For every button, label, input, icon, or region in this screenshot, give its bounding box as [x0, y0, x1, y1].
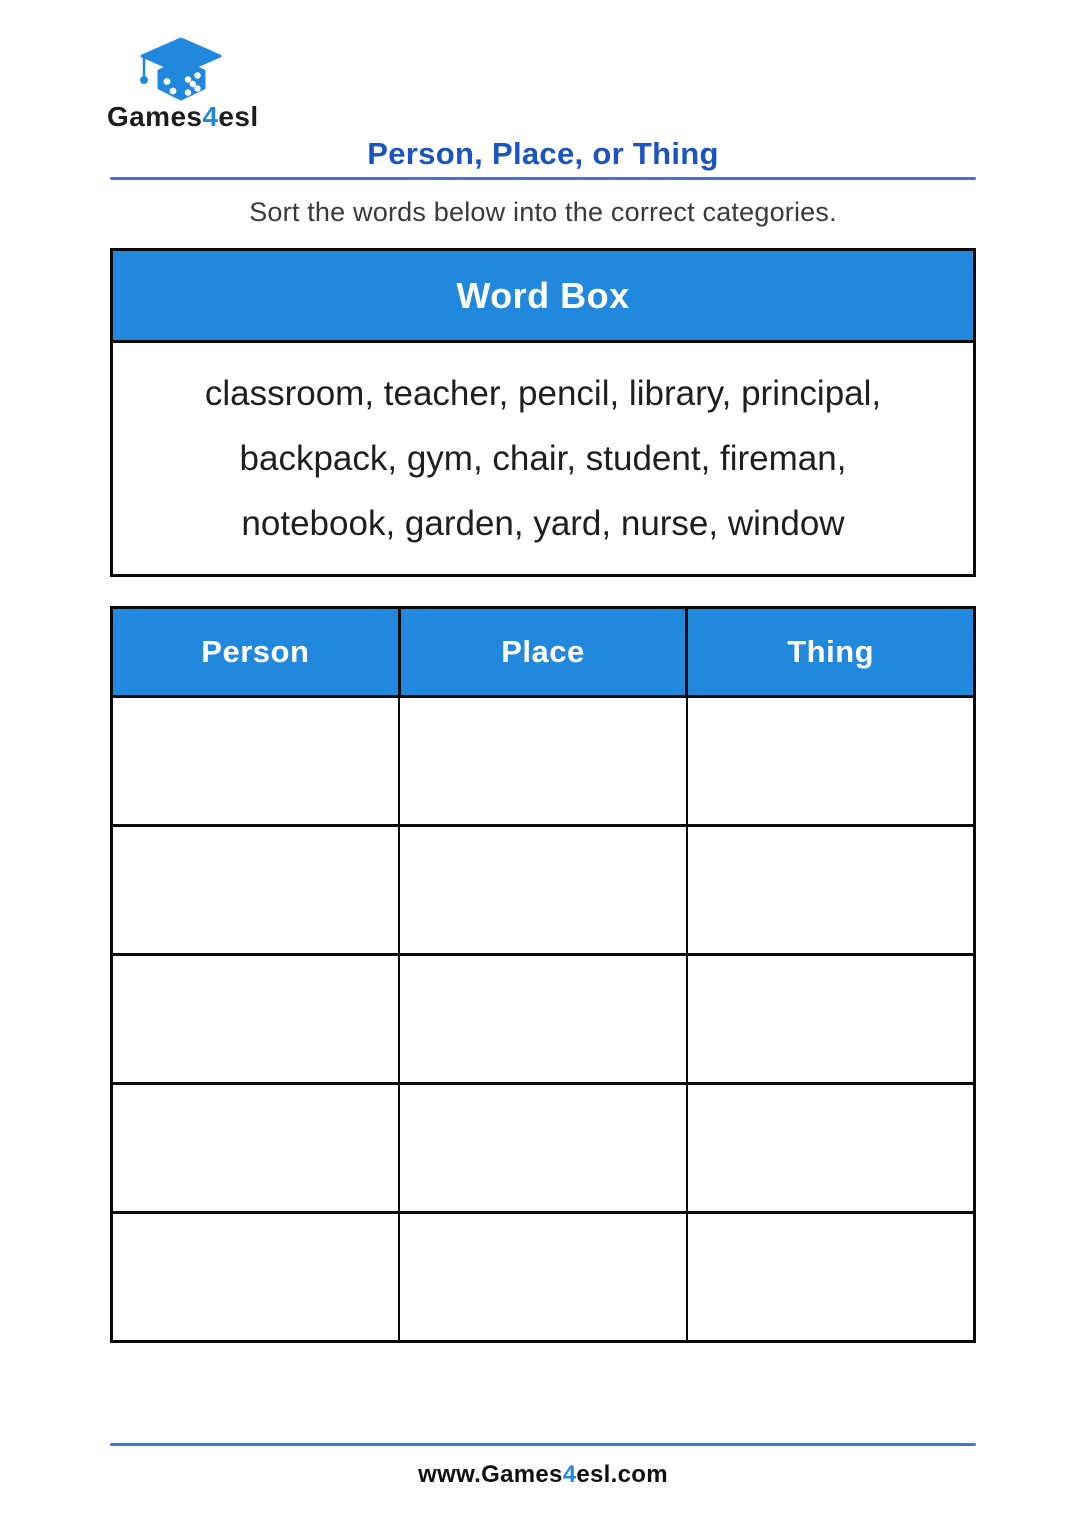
footer-url: [0, 1461, 1086, 1489]
title-divider: [110, 177, 976, 180]
logo-text-accent: 4: [202, 101, 219, 132]
answer-cell-person: [113, 827, 398, 953]
answer-cell-person: [113, 1085, 398, 1211]
word-box: [110, 248, 976, 577]
footer-url-suffix: esl.com: [576, 1461, 668, 1488]
table-row: [113, 1085, 973, 1214]
instructions-text: Sort the words below into the correct categories.: [249, 197, 837, 227]
footer-divider: [110, 1443, 976, 1446]
answer-cell-thing: [686, 1085, 973, 1211]
table-row: [113, 698, 973, 827]
word-box-line: classroom, teacher, pencil, library, principal,: [204, 374, 882, 413]
footer-url-prefix: www.Games: [418, 1461, 563, 1488]
column-header-place: Place: [398, 609, 686, 695]
page-title: Person, Place, or Thing: [367, 136, 719, 171]
graduation-cap-dice-icon: [136, 36, 228, 102]
column-header-person: Person: [201, 634, 310, 669]
answer-cell-place: [398, 956, 685, 1082]
answer-cell-person: [113, 698, 398, 824]
word-box-title: Word Box: [113, 251, 973, 343]
answer-cell-place: [398, 1085, 685, 1211]
word-box-words: [113, 343, 973, 574]
word-box-line: backpack, gym, chair, student, fireman,: [239, 439, 847, 478]
answer-cell-person: [113, 1214, 398, 1340]
answer-cell-place: [398, 1214, 685, 1340]
word-box-line: notebook, garden, yard, nurse, window: [241, 504, 845, 543]
logo-text-prefix: Games: [107, 101, 203, 132]
answer-cell-thing: [686, 827, 973, 953]
answer-cell-thing: [686, 1214, 973, 1340]
table-row: [113, 1214, 973, 1340]
answer-cell-thing: [686, 956, 973, 1082]
category-table: [110, 606, 976, 1343]
answer-cell-thing: [686, 698, 973, 824]
table-row: [113, 827, 973, 956]
table-row: [113, 956, 973, 1085]
answer-cell-person: [113, 956, 398, 1082]
category-table-body: [113, 698, 973, 1340]
footer-url-accent: 4: [562, 1461, 577, 1488]
column-header-thing: Thing: [685, 609, 973, 695]
logo-text-suffix: esl: [218, 101, 259, 132]
category-table-header: [113, 609, 973, 698]
answer-cell-place: [398, 698, 685, 824]
answer-cell-place: [398, 827, 685, 953]
logo-wordmark: [107, 101, 259, 133]
